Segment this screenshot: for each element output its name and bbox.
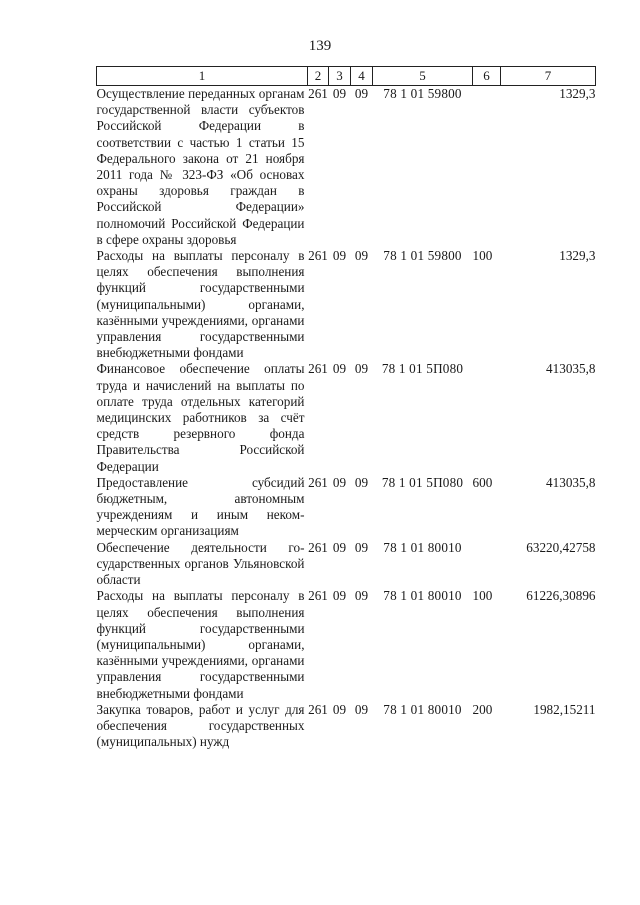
header-col-2: 2	[308, 67, 329, 86]
header-col-4: 4	[351, 67, 373, 86]
header-col-6: 6	[473, 67, 501, 86]
table-header	[97, 67, 596, 86]
row-expense-type: 600	[472, 474, 493, 490]
row-ministry-code: 261	[308, 701, 328, 717]
row-amount: 61226,30896	[526, 588, 596, 604]
row-section-code: 09	[332, 248, 347, 264]
row-name: Расходы на выплаты персоналу в целях обеспечения выполнения функций государственными (муниципальными) органами, казёнными учреждениями, органами управления государственными внебюджетными фондами	[96, 588, 305, 701]
table-row	[97, 86, 596, 249]
table-row	[97, 361, 596, 474]
table-row	[97, 248, 596, 361]
row-expense-type	[473, 361, 501, 474]
row-name: Предоставление субсидий бюджетным, автономным учреждениям и иным некоммерческим организациям	[96, 474, 305, 539]
row-name: Расходы на выплаты персоналу в целях обеспечения выполнения функций государственными (муниципальными) органами, казёнными учреждениями, органами управления государственными внебюджетными фондами	[96, 248, 305, 361]
row-name: Финансовое обеспечение оплаты труда и начислений на выплаты по оплате труда отдельных категорий медицинских работников за счёт средств резервного фонда Правительства Российской Федерации	[96, 361, 305, 474]
row-subsection-code: 09	[354, 539, 369, 555]
header-col-7: 7	[501, 67, 596, 86]
header-col-5: 5	[373, 67, 473, 86]
table-row	[97, 588, 596, 701]
row-subsection-code: 09	[354, 701, 369, 717]
row-subsection-code: 09	[354, 474, 369, 490]
row-target-code: 78 1 01 80010	[383, 701, 462, 717]
budget-table	[96, 66, 596, 750]
row-amount: 1329,3	[559, 86, 596, 101]
row-target-code: 78 1 01 59800	[383, 248, 462, 264]
table-body	[97, 86, 596, 751]
row-expense-type: 100	[472, 588, 493, 604]
table-row	[97, 702, 596, 751]
row-subsection-code: 09	[354, 86, 369, 101]
table-row	[97, 475, 596, 540]
row-section-code: 09	[332, 86, 347, 101]
row-ministry-code: 261	[308, 86, 328, 101]
row-subsection-code: 09	[354, 248, 369, 264]
row-section-code: 09	[332, 474, 347, 490]
header-row	[97, 67, 596, 86]
row-ministry-code: 261	[308, 539, 328, 555]
row-amount: 63220,42758	[526, 539, 596, 555]
row-subsection-code: 09	[354, 588, 369, 604]
row-ministry-code: 261	[308, 474, 328, 490]
row-target-code: 78 1 01 80010	[383, 588, 462, 604]
row-expense-type: 100	[472, 248, 493, 264]
row-ministry-code: 261	[308, 248, 328, 264]
row-amount: 1329,3	[559, 248, 596, 264]
row-section-code: 09	[332, 539, 347, 555]
row-expense-type	[473, 540, 501, 589]
row-name: Закупка товаров, работ и услуг для обеспечения государственных (муниципальных) нужд	[96, 701, 305, 750]
row-target-code: 78 1 01 80010	[383, 539, 462, 555]
header-col-3: 3	[329, 67, 351, 86]
page-number: 139	[308, 38, 332, 54]
row-amount: 413035,8	[546, 361, 596, 377]
header-col-1: 1	[97, 67, 308, 86]
row-expense-type	[473, 86, 501, 249]
row-ministry-code: 261	[308, 588, 328, 604]
row-target-code: 78 1 01 5П080	[381, 474, 464, 490]
row-target-code: 78 1 01 5П080	[381, 361, 464, 377]
row-name: Обеспечение деятельности государственных органов Ульяновской области	[96, 539, 305, 588]
row-expense-type: 200	[472, 701, 493, 717]
row-section-code: 09	[332, 361, 347, 377]
row-section-code: 09	[332, 588, 347, 604]
row-amount: 413035,8	[546, 474, 596, 490]
table-row	[97, 540, 596, 589]
row-subsection-code: 09	[354, 361, 369, 377]
row-section-code: 09	[332, 701, 347, 717]
row-amount: 1982,15211	[533, 701, 596, 717]
row-name: Осуществление переданных органам государственной власти субъектов Российской Федерации в соответствии с частью 1 статьи 15 Федерального закона от 21 ноября 2011 года № 323-ФЗ «Об основах охраны здоровья граждан в Российской Федерации» полномочий Российской Федерации в сфере охраны здоровья	[96, 86, 305, 247]
row-target-code: 78 1 01 59800	[383, 86, 462, 101]
row-ministry-code: 261	[308, 361, 328, 377]
